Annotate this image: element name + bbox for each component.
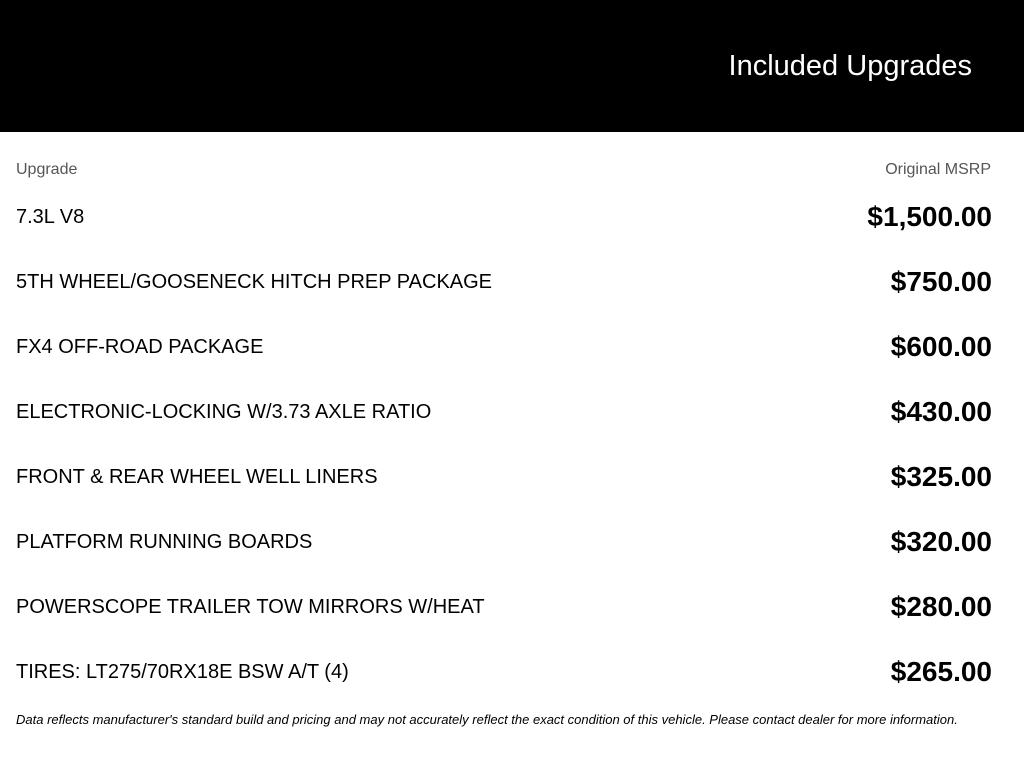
upgrade-name: FX4 OFF-ROAD PACKAGE: [16, 336, 264, 358]
upgrade-price: $600.00: [890, 331, 992, 362]
column-header-msrp: Original MSRP: [885, 161, 991, 178]
upgrade-name: POWERSCOPE TRAILER TOW MIRRORS W/HEAT: [16, 596, 485, 618]
table-row: [0, 585, 1024, 650]
upgrade-price: $265.00: [890, 656, 992, 687]
upgrade-name: TIRES: LT275/70RX18E BSW A/T (4): [16, 661, 349, 683]
upgrades-list: [0, 195, 1024, 715]
upgrade-name: FRONT & REAR WHEEL WELL LINERS: [16, 466, 378, 488]
upgrade-price: $750.00: [890, 266, 992, 297]
column-header-upgrade: Upgrade: [16, 161, 78, 178]
table-row: [0, 650, 1024, 715]
table-row: [0, 260, 1024, 325]
upgrade-price: $430.00: [890, 396, 992, 427]
table-row: [0, 520, 1024, 585]
table-row: [0, 455, 1024, 520]
page-title: Included Upgrades: [728, 50, 972, 82]
upgrade-price: $325.00: [890, 461, 992, 492]
upgrade-price: $1,500.00: [867, 201, 992, 232]
table-row: [0, 390, 1024, 455]
upgrade-name: PLATFORM RUNNING BOARDS: [16, 531, 313, 553]
upgrade-price: $280.00: [890, 591, 992, 622]
upgrade-name: 5TH WHEEL/GOOSENECK HITCH PREP PACKAGE: [16, 271, 493, 293]
header-banner: [0, 0, 1024, 132]
table-row: [0, 195, 1024, 260]
disclaimer-text: Data reflects manufacturer's standard build and pricing and may not accurately reflect the exact condition of this vehicle. Please contact dealer for more information.: [16, 712, 958, 727]
table-row: [0, 325, 1024, 390]
upgrade-name: 7.3L V8: [16, 206, 85, 228]
upgrade-name: ELECTRONIC-LOCKING W/3.73 AXLE RATIO: [16, 401, 432, 423]
upgrade-price: $320.00: [890, 526, 992, 557]
